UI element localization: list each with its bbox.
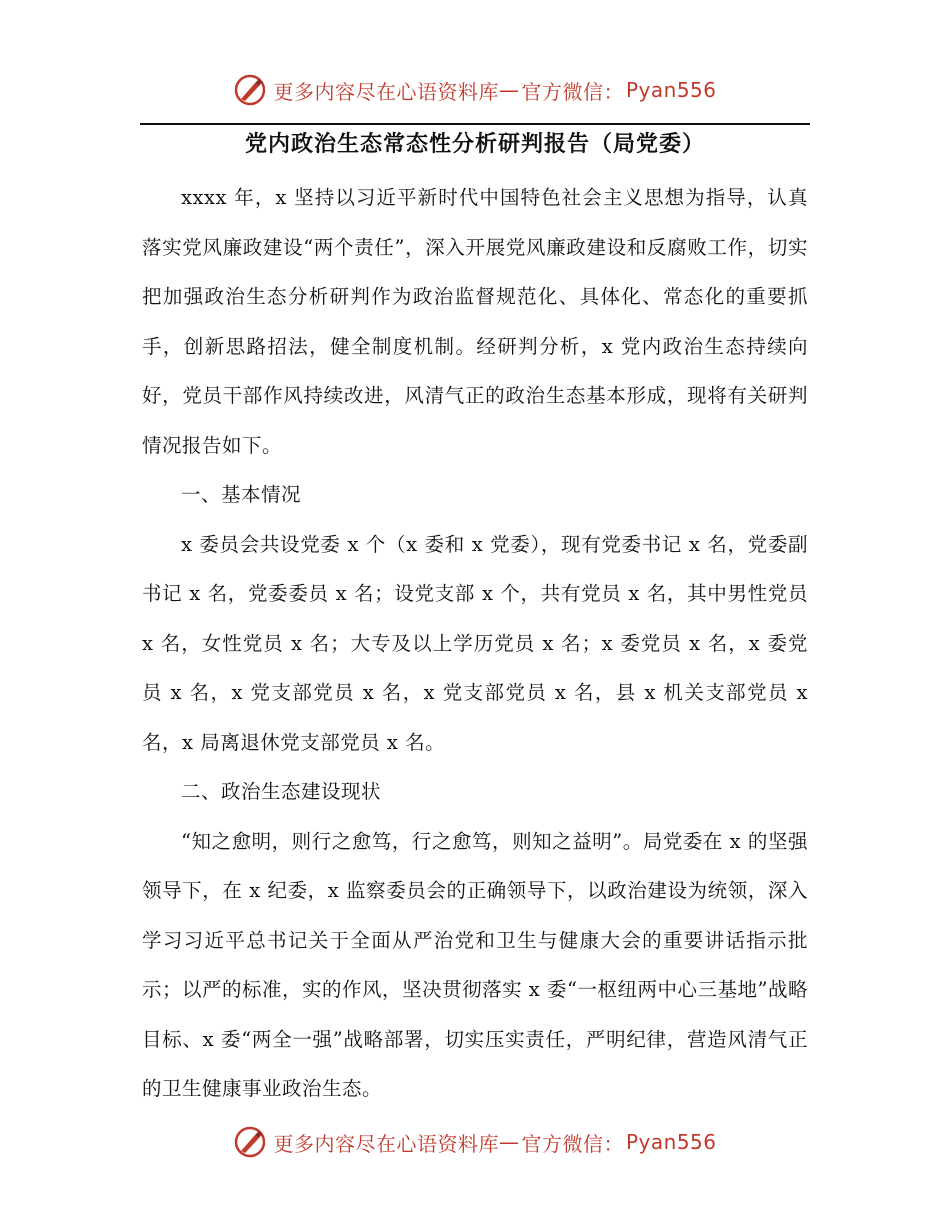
section-heading-basic: 一、基本情况 [181,483,302,506]
watermark-wechat-label: 官方微信： [521,1131,624,1156]
watermark-wechat-label: 官方微信： [521,79,624,104]
watermark-wechat-id: Pyan556 [625,78,717,102]
watermark-brand: 更多内容尽在心语资料库 [273,1131,499,1156]
watermark-wechat-id: Pyan556 [625,1130,717,1154]
paragraph-basic-info: x 委员会共设党委 x 个（x 委和 x 党委），现有党委书记 x 名，党委副书记 x 名，党委委员 x 名；设党支部 x 个，共有党员 x 名，其中男性党员 x 名，女性党员 x 名；大专及以上学历党员 x 名；x 委党员 x 名，x 委党员 x 名，x 党支部党员 x 名，x 党支部党员 x 名，县 x 机关支部党员 x 名，x 局离退休党支部党员 x 名。 [142,532,808,754]
footer-watermark [0,1122,950,1162]
paragraph-status: “知之愈明，则行之愈笃，行之愈笃，则知之益明”。局党委在 x 的坚强领导下，在 x 纪委，x 监察委员会的正确领导下，以政治建设为统领，深入学习习近平总书记关于全面从严治党和卫生与健康大会的重要讲话指示批示；以严的标准，实的作风，坚决贯彻落实 x 委“一枢纽两中心三基地”战略目标、x 委“两全一强”战略部署，切实压实责任，严明纪律，营造风清气正的卫生健康事业政治生态。 [142,829,808,1100]
pen-logo-icon [233,1125,267,1159]
header-watermark [0,70,950,110]
pen-logo-icon [233,73,267,107]
paragraph-intro: xxxx 年，x 坚持以习近平新时代中国特色社会主义思想为指导，认真落实党风廉政建设“两个责任”，深入开展党风廉政建设和反腐败工作，切实把加强政治生态分析研判作为政治监督规范化、具体化、常态化的重要抓手，创新思路招法，健全制度机制。经研判分析，x 党内政治生态持续向好，党员干部作风持续改进，风清气正的政治生态基本形成，现将有关研判情况报告如下。 [142,186,808,457]
watermark-brand: 更多内容尽在心语资料库 [273,79,499,104]
watermark-separator: — [498,78,520,102]
header-divider [140,123,810,125]
section-heading-status: 二、政治生态建设现状 [181,780,382,803]
document-title: 党内政治生态常态性分析研判报告（局党委） [244,132,705,157]
document-body [142,173,808,1114]
watermark-separator: — [498,1130,520,1154]
